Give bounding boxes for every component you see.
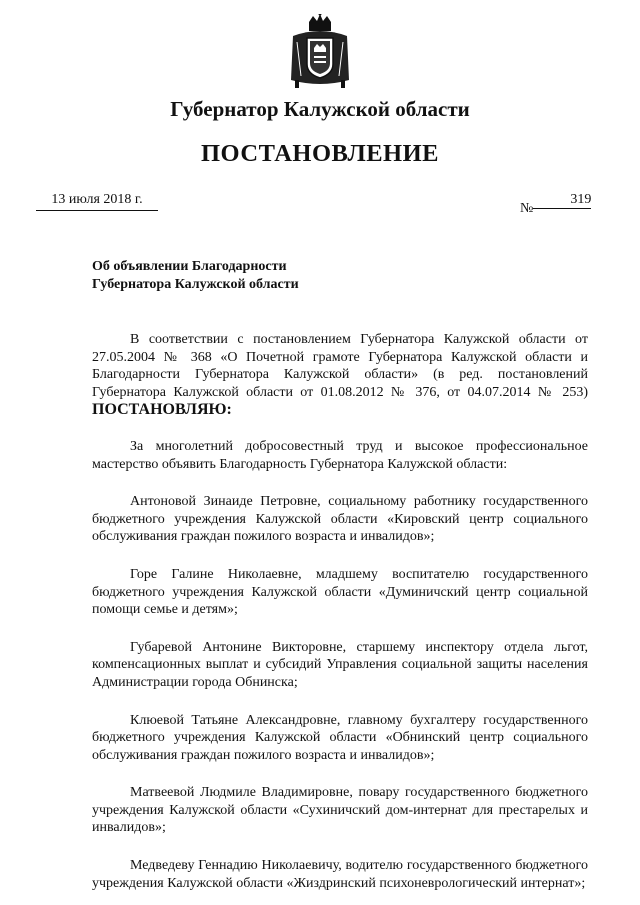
- subject-line: Губернатора Калужской области: [92, 277, 299, 292]
- awardee-paragraph: Горе Галине Николаевне, младшему воспитателю государственного бюджетного учреждения Калужской области «Думиничский центр социальной помощи семье и детям»;: [92, 566, 588, 618]
- number-sign: №: [520, 201, 534, 216]
- intro-paragraph: За многолетний добросовестный труд и высокое профессиональное мастерство объявить Благодарность Губернатора Калужской области:: [92, 438, 588, 472]
- document-subject: [92, 258, 299, 294]
- preamble-paragraph: [92, 331, 588, 420]
- document-type-title: ПОСТАНОВЛЕНИЕ: [201, 140, 439, 167]
- preamble-text: В соответствии с постановлением Губернатора Калужской области от 27.05.2004 № 368 «О Почетной грамоте Губернатора Калужской области и Благодарности Губернатора Калужской области» (в ред. постановлений Губернатора Калужской области от 01.08.2012 № 376, от 04.07.2014 № 253): [92, 332, 588, 400]
- decree-word: ПОСТАНОВЛЯЮ:: [92, 401, 232, 419]
- awardee-paragraph: Губаревой Антонине Викторовне, старшему инспектору отдела льгот, компенсационных выплат и субсидий Управления социальной защиты населения Администрации города Обнинска;: [92, 639, 588, 690]
- subject-line: Об объявлении Благодарности: [92, 259, 287, 274]
- issuing-authority: Губернатор Калужской области: [170, 97, 470, 121]
- awardee-paragraph: Матвеевой Людмиле Владимировне, повару государственного бюджетного учреждения Калужской области «Сухиничский дом-интернат для престарелых и инвалидов»;: [92, 785, 588, 836]
- document-body: [92, 331, 588, 892]
- kaluga-coat-of-arms-icon: [289, 14, 351, 90]
- awardee-paragraph: Клюевой Татьяне Александровне, главному бухгалтеру государственного бюджетного учреждения Калужской области «Обнинский центр социального обслуживания граждан пожилого возраста и инвалидов»;: [92, 712, 588, 763]
- awardee-paragraph: Антоновой Зинаиде Петровне, социальному работнику государственного бюджетного учреждения Калужской области «Кировский центр социального обслуживания граждан пожилого возраста и инвалидов»;: [92, 494, 588, 545]
- document-date: 13 июля 2018 г.: [36, 192, 158, 211]
- awardee-paragraph: Медведеву Геннадию Николаевичу, водителю государственного бюджетного учреждения Калужской области «Жиздринский психоневрологический интернат»;: [92, 858, 588, 891]
- number-value: 319: [533, 192, 591, 209]
- document-number: [520, 192, 592, 217]
